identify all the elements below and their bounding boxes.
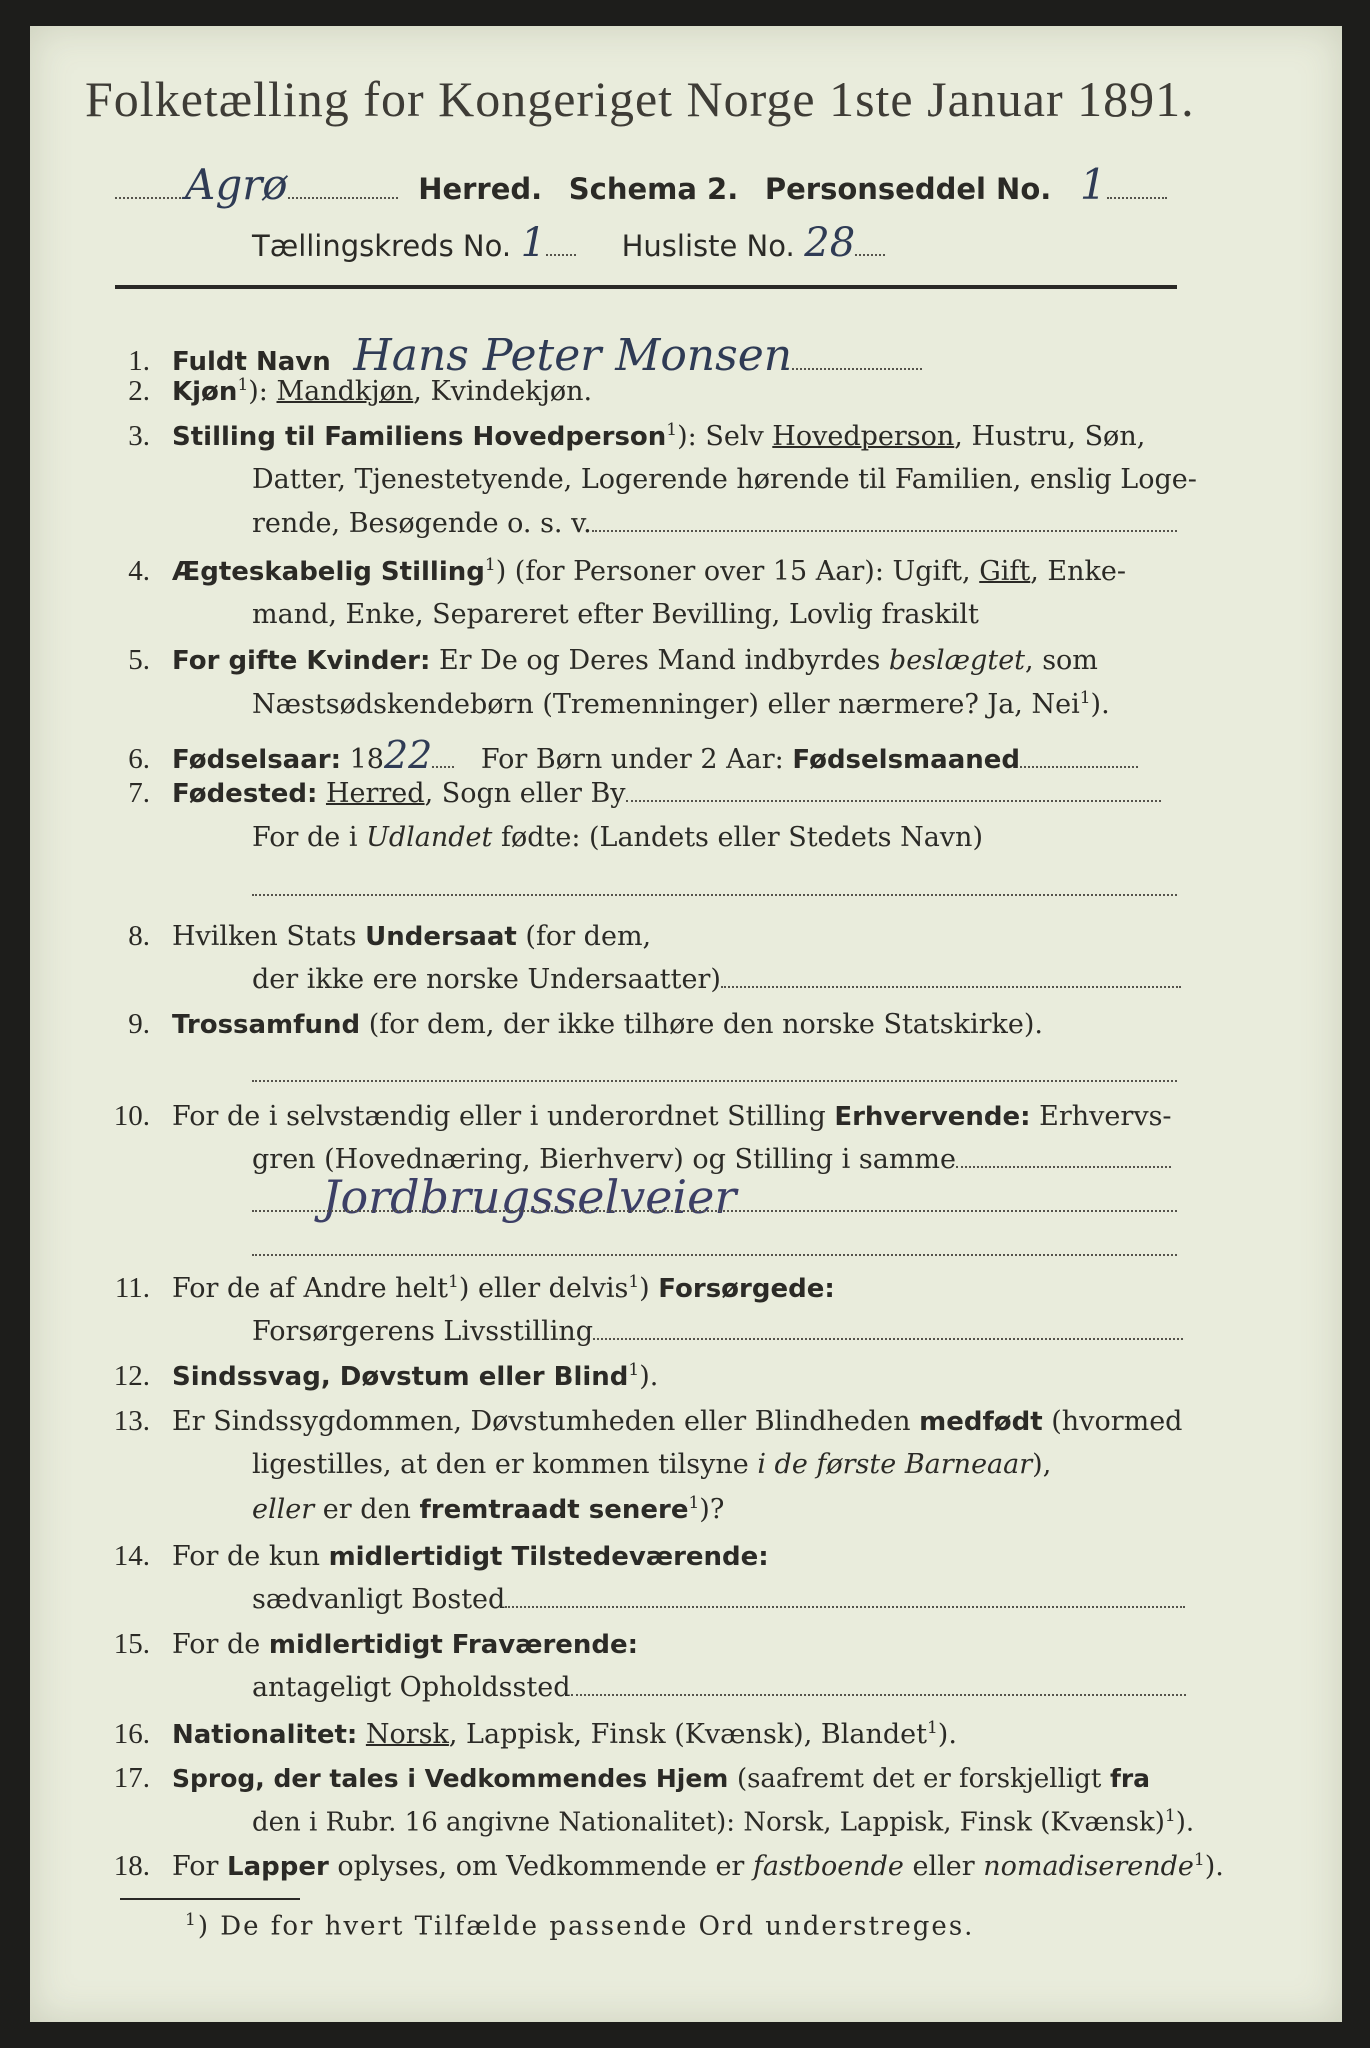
row-18: 18. For Lapper oplyses, om Vedkommende er fastboende eller nomadiserende$^1$). xyxy=(90,1850,1224,1883)
schema-label: Schema 2. xyxy=(568,172,739,206)
row-3: 3. Stilling til Familiens Hovedperson$^1$): Selv Hovedperson, Hustru, Søn, xyxy=(90,420,1145,453)
text: ) (for Personer over 15 Aar): Ugift, xyxy=(495,556,971,587)
text: Erhvervs- xyxy=(1039,1101,1172,1132)
option-kvindekjon[interactable]: , Kvindekjøn. xyxy=(413,376,593,407)
text: fra xyxy=(1109,1764,1151,1793)
dotted-leader xyxy=(571,1676,1186,1696)
dotted-leader xyxy=(432,748,454,768)
row-10-dotted xyxy=(252,1188,1177,1219)
birthplace-label: Fødested: xyxy=(172,779,318,809)
text: , som xyxy=(1025,645,1098,676)
text: For de kun xyxy=(172,1541,320,1572)
row-9 xyxy=(90,1008,1043,1041)
text: i de første Barneaar xyxy=(757,1449,1033,1480)
text: , Hustru, Søn, xyxy=(954,421,1146,452)
row-number: 6. xyxy=(128,743,150,775)
kreds-value[interactable]: 1 xyxy=(520,220,547,266)
full-name-label: Fuldt Navn xyxy=(172,347,331,377)
text: , Enke- xyxy=(1030,556,1126,587)
text: , Sogn eller By xyxy=(424,778,626,809)
temporary-present-label: midlertidigt Tilstedeværende: xyxy=(328,1542,769,1572)
row-number: 1. xyxy=(128,345,150,377)
personseddel-value[interactable]: 1 xyxy=(1079,160,1107,209)
congenital-label: medfødt xyxy=(919,1407,1043,1437)
text: , Lappisk, Finsk (Kvænsk), Blandet xyxy=(448,1719,927,1750)
text: ): xyxy=(248,376,268,407)
text: Hvilken Stats xyxy=(172,921,357,952)
row-14 xyxy=(90,1540,769,1573)
row-2 xyxy=(90,375,592,408)
row-7-blank[interactable] xyxy=(252,872,1177,903)
dotted-leader xyxy=(546,236,576,256)
row-number: 4. xyxy=(128,555,150,587)
row-number: 9. xyxy=(128,1008,150,1040)
birth-month-label: Fødselsmaaned xyxy=(792,745,1020,775)
row-number: 13. xyxy=(113,1405,150,1437)
row-17-line-2: den i Rubr. 16 angivne Nationalitet): Norsk, Lappisk, Finsk (Kvænsk)$^1$). xyxy=(252,1806,1195,1838)
dotted-leader xyxy=(792,350,922,370)
row-5-line-2: Næstsødskendebørn (Tremenninger) eller nærmere? Ja, Nei$^1$). xyxy=(252,688,1110,720)
row-8 xyxy=(90,920,651,953)
row-11-line-2 xyxy=(252,1316,1183,1347)
row-3-line-3 xyxy=(252,508,1177,539)
row-11: 11. For de af Andre helt$^1$) eller delvis$^1$) Forsørgede: xyxy=(90,1272,835,1305)
occupation-value[interactable]: Jordbrugsselveier xyxy=(322,1170,737,1224)
text: For xyxy=(172,1851,219,1882)
row-9-blank[interactable] xyxy=(252,1058,1177,1089)
religion-label: Trossamfund xyxy=(172,1010,361,1040)
row-13-line-3: eller er den fremtraadt senere$^1$)? xyxy=(252,1493,725,1525)
option-norsk[interactable]: Norsk xyxy=(365,1719,449,1750)
text: rende, Besøgende o. s. v. xyxy=(252,508,592,539)
dotted-leader xyxy=(505,1588,1185,1608)
text: Udlandet xyxy=(366,822,493,853)
text: (for dem, xyxy=(525,921,652,952)
full-name-value[interactable]: Hans Peter Monsen xyxy=(353,330,793,381)
temporary-absent-label: midlertidigt Fraværende: xyxy=(268,1630,639,1660)
text: (hvormed xyxy=(1051,1406,1183,1437)
dotted-leader xyxy=(252,1236,1177,1256)
birth-year-value[interactable]: 22 xyxy=(383,733,433,777)
birth-year-label: Fødselsaar: xyxy=(172,745,341,775)
text: fødte: (Landets eller Stedets Navn) xyxy=(500,822,983,853)
row-6 xyxy=(90,733,1138,777)
text: ): Selv xyxy=(677,421,764,452)
row-14-line-2 xyxy=(252,1584,1185,1615)
dotted-leader xyxy=(115,179,185,199)
row-number: 15. xyxy=(113,1628,150,1660)
dotted-leader xyxy=(956,1148,1171,1168)
dotted-leader xyxy=(1020,748,1138,768)
text: der ikke ere norske Undersaatter) xyxy=(252,964,721,995)
footnote-rule xyxy=(120,1898,300,1900)
row-number: 2. xyxy=(128,375,150,407)
option-gift[interactable]: Gift xyxy=(979,556,1031,587)
dotted-leader xyxy=(626,782,1161,802)
row-4-line-2: mand, Enke, Separeret efter Bevilling, Lovlig fraskilt xyxy=(252,599,979,630)
personseddel-label: Personseddel No. xyxy=(764,172,1052,206)
row-5 xyxy=(90,644,1098,677)
text: Er De og Deres Mand indbyrdes xyxy=(438,645,881,676)
text: For Børn under 2 Aar: xyxy=(480,744,784,775)
row-13 xyxy=(90,1405,1182,1438)
row-17 xyxy=(90,1762,1150,1795)
husliste-label: Husliste No. xyxy=(621,229,795,263)
row-13-line-2 xyxy=(252,1449,1051,1480)
dotted-leader xyxy=(855,236,885,256)
language-label: Sprog, der tales i Vedkommendes Hjem xyxy=(172,1764,729,1793)
supported-label: Forsørgede: xyxy=(658,1274,835,1304)
row-1 xyxy=(90,330,922,381)
text: fastboende xyxy=(752,1851,904,1882)
row-15 xyxy=(90,1628,638,1661)
option-herred[interactable]: Herred xyxy=(325,778,425,809)
text: )? xyxy=(699,1494,725,1525)
occupation-label: Erhvervende: xyxy=(834,1102,1031,1132)
row-3-line-2: Datter, Tjenestetyende, Logerende hørende til Familien, enslig Loge- xyxy=(252,464,1197,495)
row-number: 7. xyxy=(128,777,150,809)
text: For de af Andre helt xyxy=(172,1273,449,1304)
text: nomadiserende xyxy=(983,1851,1194,1882)
row-10 xyxy=(90,1100,1172,1133)
text: gren (Hovednæring, Bierhverv) og Stilling i samme xyxy=(252,1144,957,1175)
herred-line xyxy=(115,160,1167,209)
option-hovedperson[interactable]: Hovedperson xyxy=(772,421,955,452)
text: eller xyxy=(252,1494,315,1525)
text: For de i xyxy=(252,822,358,853)
text: Forsørgerens Livsstilling xyxy=(252,1316,594,1347)
married-women-label: For gifte Kvinder: xyxy=(172,646,431,676)
row-7 xyxy=(90,777,1161,810)
husliste-value[interactable]: 28 xyxy=(804,220,856,266)
dotted-leader xyxy=(252,1062,1177,1082)
row-10-blank[interactable] xyxy=(252,1232,1177,1263)
row-number: 14. xyxy=(113,1540,150,1572)
text: Næstsødskendebørn (Tremenninger) eller nærmere? Ja, Nei xyxy=(252,689,1080,720)
row-number: 3. xyxy=(128,420,150,452)
dotted-leader xyxy=(252,876,1177,896)
later-onset-label: fremtraadt senere xyxy=(419,1495,689,1525)
kreds-line xyxy=(252,220,885,266)
dotted-leader xyxy=(288,179,398,199)
option-mandkjon[interactable]: Mandkjøn xyxy=(276,376,414,407)
citizenship-label: Undersaat xyxy=(365,922,517,952)
nationality-label: Nationalitet: xyxy=(172,1720,358,1750)
row-number: 17. xyxy=(113,1762,150,1794)
position-label: Stilling til Familiens Hovedperson xyxy=(172,422,667,452)
herred-value[interactable]: Agrø xyxy=(185,160,288,209)
text: (saafremt det er forskjelligt xyxy=(736,1764,1102,1794)
text: ), xyxy=(1032,1449,1052,1480)
text: For de i selvstændig eller i underordnet Stilling xyxy=(172,1101,826,1132)
row-number: 16. xyxy=(113,1718,150,1750)
row-16: 16. Nationalitet: Norsk, Lappisk, Finsk (Kvænsk), Blandet$^1$). xyxy=(90,1718,957,1751)
dotted-leader xyxy=(252,1192,1177,1212)
kreds-label: Tællingskreds No. xyxy=(252,229,512,263)
dotted-leader xyxy=(1107,179,1167,199)
text: (for dem, der ikke tilhøre den norske Statskirke). xyxy=(368,1009,1043,1040)
row-number: 18. xyxy=(113,1850,150,1882)
row-number: 10. xyxy=(113,1100,150,1132)
row-15-line-2 xyxy=(252,1672,1186,1703)
dotted-leader xyxy=(592,512,1177,532)
footnote-mark: 1 xyxy=(237,375,249,395)
text: For de xyxy=(172,1629,261,1660)
herred-label: Herred. xyxy=(418,172,543,206)
dotted-leader xyxy=(721,968,1181,988)
footnote: $^1$) De for hvert Tilfælde passende Ord understreges. xyxy=(185,1910,975,1942)
row-number: 11. xyxy=(114,1272,150,1304)
text: Er Sindssygdommen, Døvstumheden eller Blindheden xyxy=(172,1406,911,1437)
row-8-line-2 xyxy=(252,964,1181,995)
row-12: 12. Sindssvag, Døvstum eller Blind$^1$). xyxy=(90,1360,658,1393)
text: oplyses, om Vedkommende er xyxy=(337,1851,745,1882)
header-rule xyxy=(115,285,1177,289)
text: beslægtet xyxy=(888,645,1026,676)
dotted-leader xyxy=(593,1320,1183,1340)
row-number: 5. xyxy=(128,644,150,676)
form-title: Folketælling for Kongeriget Norge 1ste Januar 1891. xyxy=(85,71,1195,127)
text: er den xyxy=(322,1494,411,1525)
text: ) eller delvis xyxy=(458,1273,629,1304)
footnote-text: De for hvert Tilfælde passende Ord understreges. xyxy=(220,1911,975,1942)
sex-label: Kjøn xyxy=(172,377,238,407)
text: ligestilles, at den er kommen tilsyne xyxy=(252,1449,749,1480)
text: eller xyxy=(912,1851,975,1882)
row-number: 12. xyxy=(113,1360,150,1392)
birth-year-prefix: 18 xyxy=(349,744,384,775)
text: antageligt Opholdssted xyxy=(252,1672,571,1703)
text: sædvanligt Bosted xyxy=(252,1584,506,1615)
disability-label: Sindssvag, Døvstum eller Blind xyxy=(172,1362,629,1392)
row-number: 8. xyxy=(128,920,150,952)
footnote-mark: 1 xyxy=(185,1910,198,1930)
text: den i Rubr. 16 angivne Nationalitet): Norsk, Lappisk, Finsk (Kvænsk) xyxy=(252,1807,1165,1838)
row-4: 4. Ægteskabelig Stilling$^1$) (for Personer over 15 Aar): Ugift, Gift, Enke- xyxy=(90,555,1126,588)
lapper-label: Lapper xyxy=(227,1852,329,1882)
row-7-line-2 xyxy=(252,822,983,853)
marital-label: Ægteskabelig Stilling xyxy=(172,557,485,587)
